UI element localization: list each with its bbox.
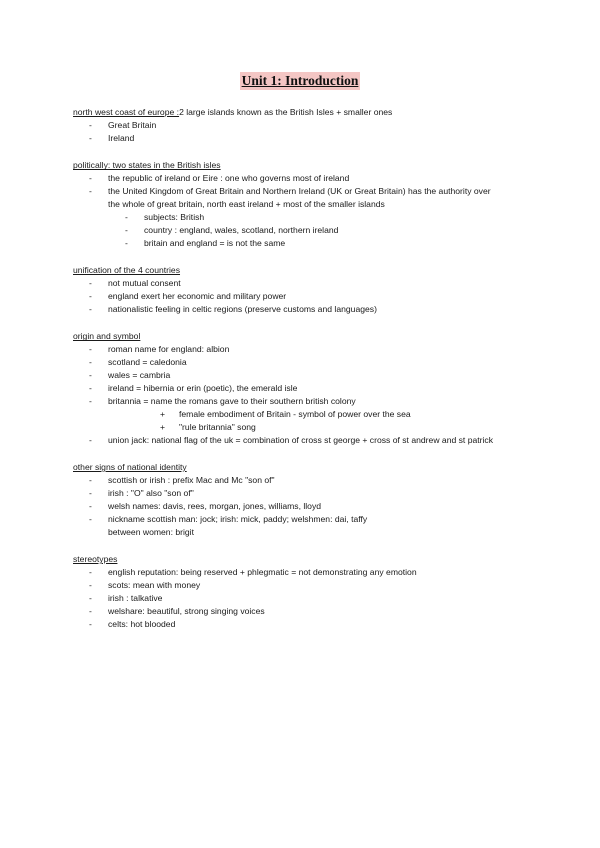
list-item-text: "rule britannia" song <box>179 421 256 432</box>
list-item-text: the republic of ireland or Eire : one who governs most of ireland <box>108 173 350 184</box>
section-heading-text: north west coast of europe : <box>73 107 180 117</box>
dash-bullet-icon: - <box>89 291 92 302</box>
list-item <box>73 224 543 237</box>
dash-bullet-icon: - <box>89 119 92 130</box>
list-item-text: irish : "O" also "son of" <box>108 487 194 498</box>
list-item <box>73 119 543 132</box>
bullet-list <box>73 172 543 249</box>
list-item-text: union jack: national flag of the uk = combination of cross st george + cross of st andrew and st patrick <box>108 434 494 445</box>
list-item-text: scotland = caledonia <box>108 357 187 368</box>
list-item <box>73 185 543 198</box>
dash-bullet-icon: - <box>89 370 92 381</box>
list-item <box>73 369 543 382</box>
dash-bullet-icon: - <box>125 237 128 248</box>
list-item <box>73 395 543 408</box>
list-item-text: england exert her economic and military power <box>108 291 287 302</box>
dash-bullet-icon: - <box>89 357 92 368</box>
dash-bullet-icon: - <box>89 132 92 143</box>
page-title: Unit 1: Introduction <box>241 73 359 88</box>
list-item-continuation: between women: brigit <box>108 526 194 537</box>
dash-bullet-icon: - <box>89 395 92 406</box>
section-heading-text: origin and symbol <box>73 331 141 342</box>
list-item-text: wales = cambria <box>108 370 171 381</box>
list-item <box>73 474 543 487</box>
section-heading <box>73 159 543 172</box>
section <box>73 106 543 145</box>
list-item <box>73 356 543 369</box>
list-item-text: country : england, wales, scotland, northern ireland <box>144 224 339 235</box>
section <box>73 264 543 316</box>
section <box>73 461 543 538</box>
list-item <box>73 579 543 592</box>
dash-bullet-icon: - <box>89 513 92 524</box>
list-item-text: britain and england = is not the same <box>144 237 286 248</box>
list-item <box>73 434 543 447</box>
dash-bullet-icon: - <box>89 567 92 578</box>
section-heading <box>73 330 543 343</box>
list-item-text: ireland = hibernia or erin (poetic), the emerald isle <box>108 383 298 394</box>
section <box>73 330 543 446</box>
list-item-text: not mutual consent <box>108 278 181 289</box>
list-item-text: nationalistic feeling in celtic regions (preserve customs and languages) <box>108 303 377 314</box>
list-item <box>73 237 543 250</box>
dash-bullet-icon: - <box>89 173 92 184</box>
section-heading <box>73 106 543 119</box>
title-wrap <box>0 72 600 90</box>
list-item-text: the United Kingdom of Great Britain and Northern Ireland (UK or Great Britain) has the authority over <box>108 186 491 197</box>
dash-bullet-icon: - <box>89 579 92 590</box>
list-item-text: english reputation: being reserved + phlegmatic = not demonstrating any emotion <box>108 567 417 578</box>
dash-bullet-icon: - <box>89 500 92 511</box>
dash-bullet-icon: - <box>125 211 128 222</box>
dash-bullet-icon: - <box>89 592 92 603</box>
list-item-text: roman name for england: albion <box>108 344 230 355</box>
section-heading <box>73 553 543 566</box>
section <box>73 159 543 249</box>
bullet-list <box>73 119 543 145</box>
list-item <box>73 605 543 618</box>
list-item-continuation: the whole of great britain, north east ireland + most of the smaller islands <box>108 199 385 209</box>
dash-bullet-icon: - <box>89 618 92 629</box>
bullet-list <box>73 474 543 539</box>
bullet-list <box>73 277 543 316</box>
list-item-text: scottish or irish : prefix Mac and Mc "son of" <box>108 475 275 486</box>
list-item <box>73 592 543 605</box>
list-item <box>73 290 543 303</box>
dash-bullet-icon: - <box>89 186 92 197</box>
list-item <box>73 421 543 434</box>
section-heading <box>73 264 543 277</box>
section-heading-text: stereotypes <box>73 554 118 565</box>
list-item <box>73 566 543 579</box>
list-item-text: scots: mean with money <box>108 579 201 590</box>
dash-bullet-icon: - <box>89 434 92 445</box>
plus-bullet-icon: + <box>160 421 166 432</box>
list-item-text: subjects: British <box>144 211 205 222</box>
dash-bullet-icon: - <box>89 344 92 355</box>
list-item-text: welshare: beautiful, strong singing voices <box>108 605 265 616</box>
section-heading-text: other signs of national identity <box>73 462 187 473</box>
section-heading-rest: 2 large islands known as the British Isles + smaller ones <box>179 107 393 117</box>
list-item <box>73 487 543 500</box>
list-item-text: nickname scottish man: jock; irish: mick, paddy; welshmen: dai, taffy <box>108 513 368 524</box>
list-item-text: female embodiment of Britain - symbol of power over the sea <box>179 408 411 419</box>
bullet-list <box>73 566 543 631</box>
list-item <box>73 408 543 421</box>
dash-bullet-icon: - <box>125 224 128 235</box>
list-item <box>73 500 543 513</box>
list-item-text: welsh names: davis, rees, morgan, jones, williams, lloyd <box>108 500 322 511</box>
plus-bullet-icon: + <box>160 408 166 419</box>
list-item <box>73 382 543 395</box>
dash-bullet-icon: - <box>89 383 92 394</box>
list-item <box>73 343 543 356</box>
list-item-text: irish : talkative <box>108 592 163 603</box>
list-item-text: celts: hot blooded <box>108 618 176 629</box>
list-item <box>73 513 543 526</box>
list-item <box>73 132 543 145</box>
section-heading-text: unification of the 4 countries <box>73 265 181 276</box>
list-item-text: Great Britain <box>108 119 157 130</box>
list-item <box>73 303 543 316</box>
dash-bullet-icon: - <box>89 475 92 486</box>
notes-content <box>73 106 543 645</box>
dash-bullet-icon: - <box>89 487 92 498</box>
list-item <box>73 277 543 290</box>
section <box>73 553 543 630</box>
dash-bullet-icon: - <box>89 605 92 616</box>
list-item <box>73 618 543 631</box>
list-item <box>73 172 543 185</box>
bullet-list <box>73 343 543 446</box>
dash-bullet-icon: - <box>89 278 92 289</box>
section-heading <box>73 461 543 474</box>
section-heading-text: politically: two states in the British isles <box>73 160 221 171</box>
list-item-text: britannia = name the romans gave to their southern british colony <box>108 395 356 406</box>
list-item-text: Ireland <box>108 132 135 143</box>
dash-bullet-icon: - <box>89 303 92 314</box>
list-item <box>73 211 543 224</box>
